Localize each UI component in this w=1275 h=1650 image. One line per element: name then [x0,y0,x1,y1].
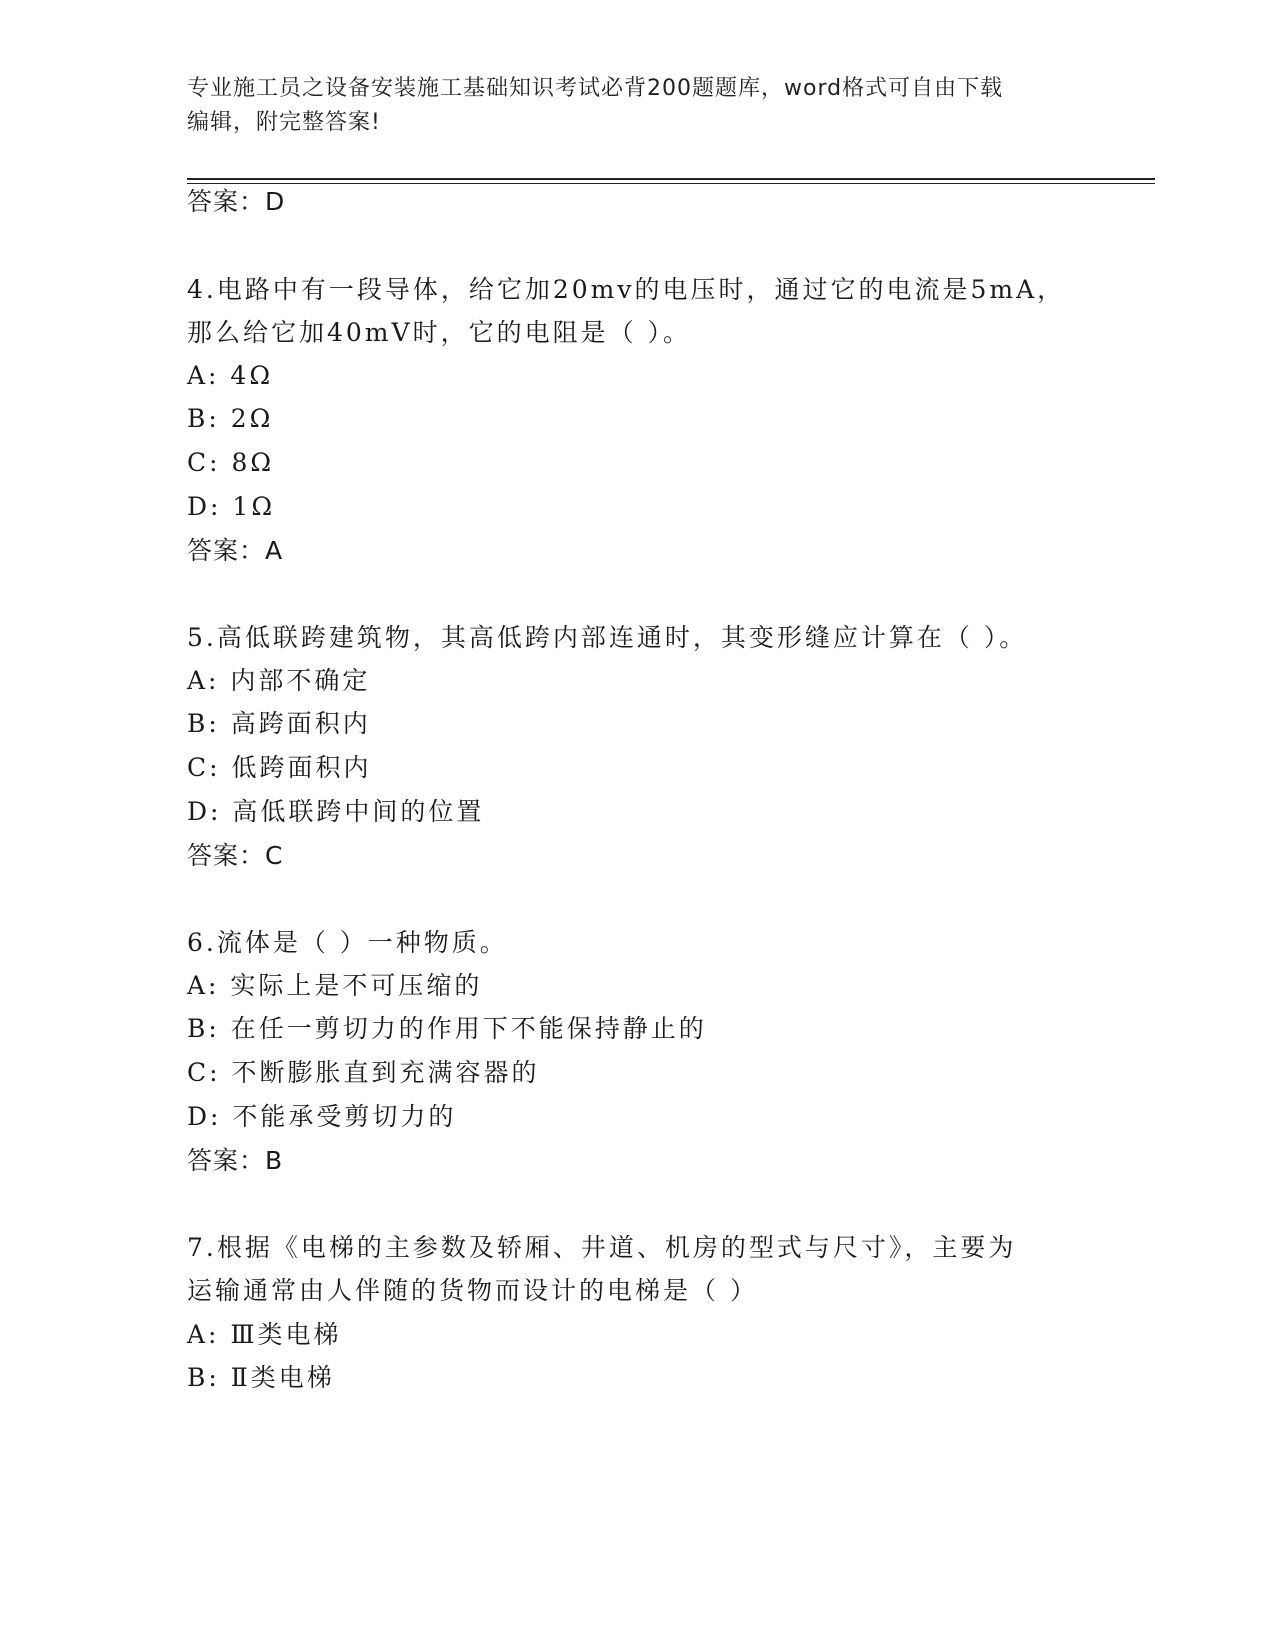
question-7-text-line-1: 7.根据《电梯的主参数及轿厢、井道、机房的型式与尺寸》，主要为 [187,1233,1017,1262]
question-4-answer: 答案：A [187,536,284,565]
header-divider-thin [187,183,1155,184]
question-5-text: 5.高低联跨建筑物，其高低跨内部连通时，其变形缝应计算在（ ）。 [187,623,1028,652]
question-5-option-a: A: 内部不确定 [187,666,371,695]
question-6-option-c: C: 不断膨胀直到充满容器的 [187,1058,540,1087]
question-5-option-d: D: 高低联跨中间的位置 [187,797,485,826]
question-4-text-line-1: 4.电路中有一段导体，给它加20mv的电压时，通过它的电流是5mA， [187,275,1066,304]
question-7-option-b: B: Ⅱ类电梯 [187,1363,335,1392]
question-4-option-b: B: 2Ω [187,404,274,433]
document-header [187,72,1067,140]
question-6-option-d: D: 不能承受剪切力的 [187,1102,457,1131]
question-4-option-c: C: 8Ω [187,448,275,477]
question-4-text-line-2: 那么给它加40mV时，它的电阻是（ ）。 [187,318,692,347]
question-7-option-a: A: Ⅲ类电梯 [187,1320,342,1349]
question-6-option-a: A: 实际上是不可压缩的 [187,971,483,1000]
question-5-answer: 答案：C [187,841,284,870]
question-5-option-b: B: 高跨面积内 [187,709,371,738]
question-6-answer: 答案：B [187,1146,284,1175]
question-6-option-b: B: 在任一剪切力的作用下不能保持静止的 [187,1014,707,1043]
question-6-text: 6.流体是（ ）一种物质。 [187,928,508,957]
header-title-line-1: 专业施工员之设备安装施工基础知识考试必背200题题库，word格式可自由下载 [187,76,1004,101]
header-divider-thick [187,178,1155,180]
question-7-text-line-2: 运输通常由人伴随的货物而设计的电梯是（ ） [187,1276,758,1305]
question-5-option-c: C: 低跨面积内 [187,753,372,782]
question-4-option-a: A: 4Ω [187,361,274,390]
previous-answer: 答案：D [187,187,286,216]
header-title-line-2: 编辑，附完整答案! [187,110,381,135]
question-4-option-d: D: 1Ω [187,492,276,521]
